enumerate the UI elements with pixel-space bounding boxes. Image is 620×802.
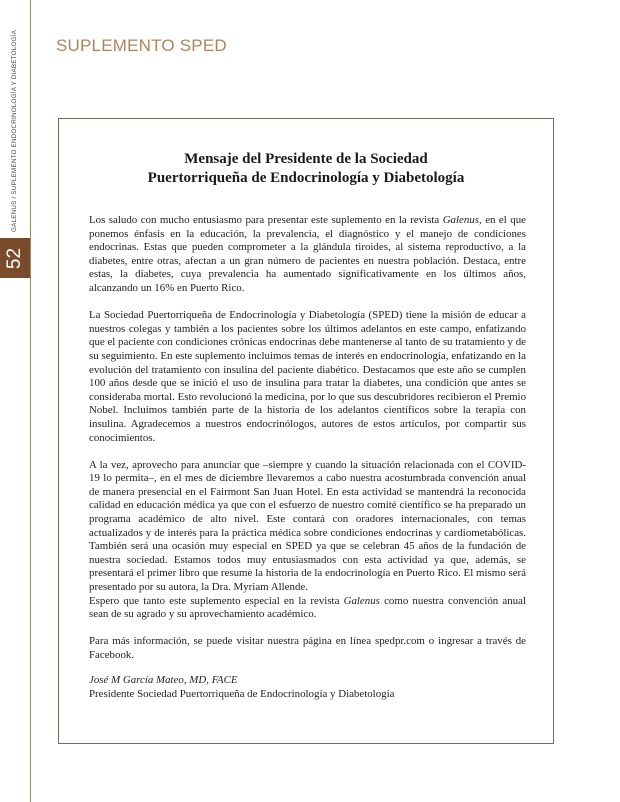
paragraph-4-text-a: Espero que tanto este suplemento especial en la revista: [89, 594, 344, 607]
side-rule: [30, 0, 31, 802]
paragraph-4: [89, 595, 526, 622]
paragraph-2: La Sociedad Puertorriqueña de Endocrinología y Diabetología (SPED) tiene la misión de educar a nuestros colegas y también a los pacientes sobre los últimos adelantos en este campo, enfatizando que el paciente con condiciones crónicas endocrinas debe mantenerse al tanto de su tratamiento y de su seguimiento. En este suplemento incluimos temas de interés en endocrinología, enfatizando en la evolución del tratamiento con insulina del paciente diabético. Destacamos que este año se cumplen 100 años desde que se inició el uso de insulina para tratar la diabetes, una condición que antes se consideraba mortal. Esto revolucionó la medicina, por lo que sus descubridores recibieron el Premio Nobel. Incluimos también parte de la historia de los adelantos científicos sobre la terapia con insulina. Agradecemos a nuestros endocrinólogos, autores de estos artículos, por compartir sus conocimientos.: [89, 309, 527, 444]
signature-name: José M García Mateo, MD, FACE: [89, 674, 238, 686]
article-title-line-1: Mensaje del Presidente de la Sociedad: [184, 151, 428, 167]
paragraph-3: A la vez, aprovecho para anunciar que –siempre y cuando la situación relacionada con el COVID-19 lo permita–, en el mes de diciembre llevaremos a cabo nuestra acostumbrada convención anual de manera presencial en el Fairmont San Juan Hotel. En esta actividad se mantendrá la reconocida calidad en educación médica ya que con el esfuerzo de nuestro comité científico se ha preparado un programa académico de alto nivel. Este contará con oradores internacionales, con temas actualizados y de interés para la práctica médica sobre condiciones endocrinas y cardiometabólicas. También será una ocasión muy especial en SPED ya que se celebran 45 años de la fundación de nuestra sociedad. Estamos todos muy entusiasmados con esta actividad ya que, además, se presentará el primer libro que resume la historia de la endocrinología en Puerto Rico. El mismo será presentado por su autora, la Dra. Myriam Allende.: [89, 458, 526, 594]
journal-name: Galenus: [343, 594, 380, 607]
running-title: GALENUS / SUPLEMENTO ENDOCRINOLOGÍA Y DIABETOLOGÍA: [11, 30, 18, 232]
paragraph-1: [89, 214, 526, 296]
paragraph-4-text-b: como nuestra convención anual sean de su agrado y su aprovechamiento académico.: [89, 594, 526, 621]
article-body: [89, 214, 526, 663]
article-title: [58, 150, 554, 188]
paragraph-5: Para más información, se puede visitar nuestra página en línea spedpr.com o ingresar a través de Facebook.: [89, 635, 526, 661]
signature: [89, 674, 526, 701]
paragraph-1-text-b: , en el que ponemos énfasis en la educación, la prevalencia, el diagnóstico y el manejo de condiciones endocrinas. Estas que pueden comprometer a la glándula tiroides, al sistema reproductivo, a la diabetes, entre otras, afectan a un gran número de pacientes en nuestra población. Destaca, entre estas, la diabetes, cuya prevalencia ha aumentado significativamente en los últimos años, alcanzando un 16% en Puerto Rico.: [89, 214, 526, 294]
section-header: SUPLEMENTO SPED: [56, 36, 227, 55]
signature-title: Presidente Sociedad Puertorriqueña de Endocrinología y Diabetología: [89, 687, 395, 700]
page-number: 52: [4, 247, 26, 269]
journal-name: Galenus: [442, 214, 479, 226]
page-number-tab: [0, 238, 30, 278]
article-title-line-2: Puertorriqueña de Endocrinología y Diabetología: [147, 170, 465, 186]
paragraph-1-text-a: Los saludo con mucho entusiasmo para presentar este suplemento en la revista: [89, 214, 443, 226]
